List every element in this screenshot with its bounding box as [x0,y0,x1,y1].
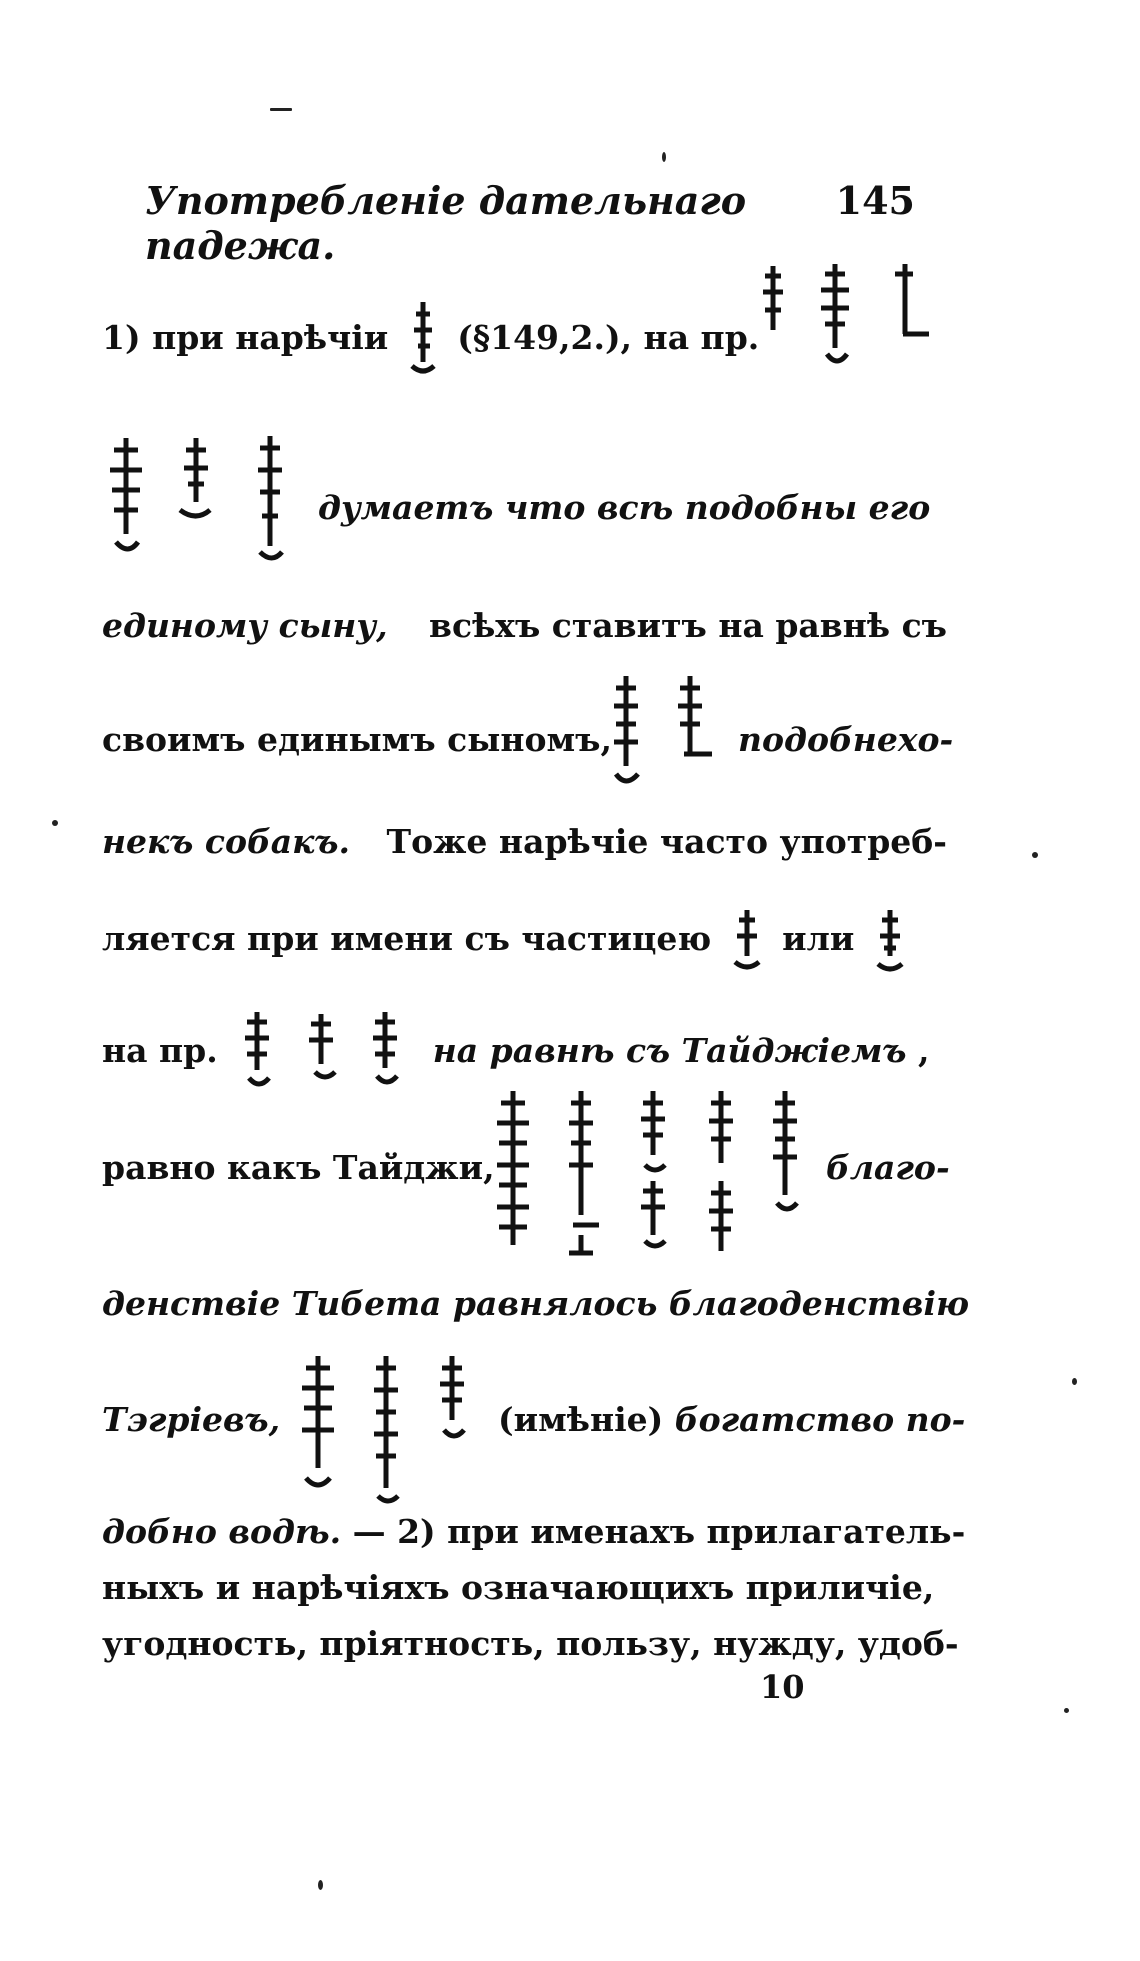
line-text: богатство по- [674,1400,966,1439]
line-text: на равнѣ съ Тайджіемъ [432,1031,907,1070]
mongolian-word-group [485,1085,815,1269]
signature-mark: 10 [760,1668,805,1706]
running-title: Употребленіе дательнаго падежа. [145,178,747,268]
line-text: подобнехо- [738,720,954,759]
scan-speck [662,152,666,162]
line-text: всѣхъ ставитъ на равнѣ съ [429,606,947,645]
text-line-4-end [738,720,954,759]
page-number: 145 [835,178,915,223]
text-line-5 [102,822,947,861]
mongolian-word-group [755,258,945,392]
mongolian-script-glyph [406,300,440,380]
text-line-10-end [498,1400,966,1439]
page-header [145,178,915,268]
mongolian-word-group [235,1008,415,1098]
line-text: Тэгріевъ, [102,1400,281,1439]
line-text: ляется при имени съ частицею [102,919,712,958]
text-line-6 [102,906,947,976]
line-text: Тоже нарѣчіе часто употреб- [386,822,947,861]
line-text: некъ собакъ. [102,822,350,861]
line-text: 1) при нарѣчіи [102,318,389,357]
line-text: своимъ единымъ сыномъ, [102,720,612,759]
line-text: ныхъ и нарѣчіяхъ означающихъ приличіе, [102,1568,935,1607]
line-text: , [917,1031,930,1070]
mongolian-word-group [290,1350,490,1514]
line-text: добно водѣ. [102,1512,342,1551]
scan-speck [52,820,58,826]
text-line-2 [318,488,946,527]
mongolian-word-group [100,430,300,584]
line-text: думаетъ что всѣ подобны его [318,488,931,527]
text-line-9 [102,1284,970,1323]
mongolian-word-group [600,670,740,814]
mongolian-script-glyph [872,906,908,976]
scan-speck [1064,1708,1069,1713]
line-text: на пр. [102,1031,218,1070]
line-text: равно какъ Тайджи, [102,1148,495,1187]
text-line-13 [102,1624,959,1663]
line-text: благо- [826,1148,950,1187]
line-text: — 2) при именахъ прилагатель- [352,1512,966,1551]
line-text: денствіе Тибета равнялось благоденствію [102,1284,970,1323]
mongolian-script-glyph [729,906,765,976]
line-text: единому сыну, [102,606,388,645]
scan-speck [270,108,292,111]
text-line-3 [102,606,947,645]
line-text: угодность, пріятность, пользу, нужду, удоб- [102,1624,959,1663]
text-line-11 [102,1512,966,1551]
scan-speck [1032,852,1038,858]
text-line-12 [102,1568,947,1607]
text-line-8-end [826,1148,948,1187]
line-text: или [782,919,855,958]
scan-speck [318,1880,323,1890]
line-text: (имѣніе) [498,1400,664,1439]
scan-speck [1072,1378,1077,1385]
line-text: (§149,2.), на пр. [457,318,760,357]
